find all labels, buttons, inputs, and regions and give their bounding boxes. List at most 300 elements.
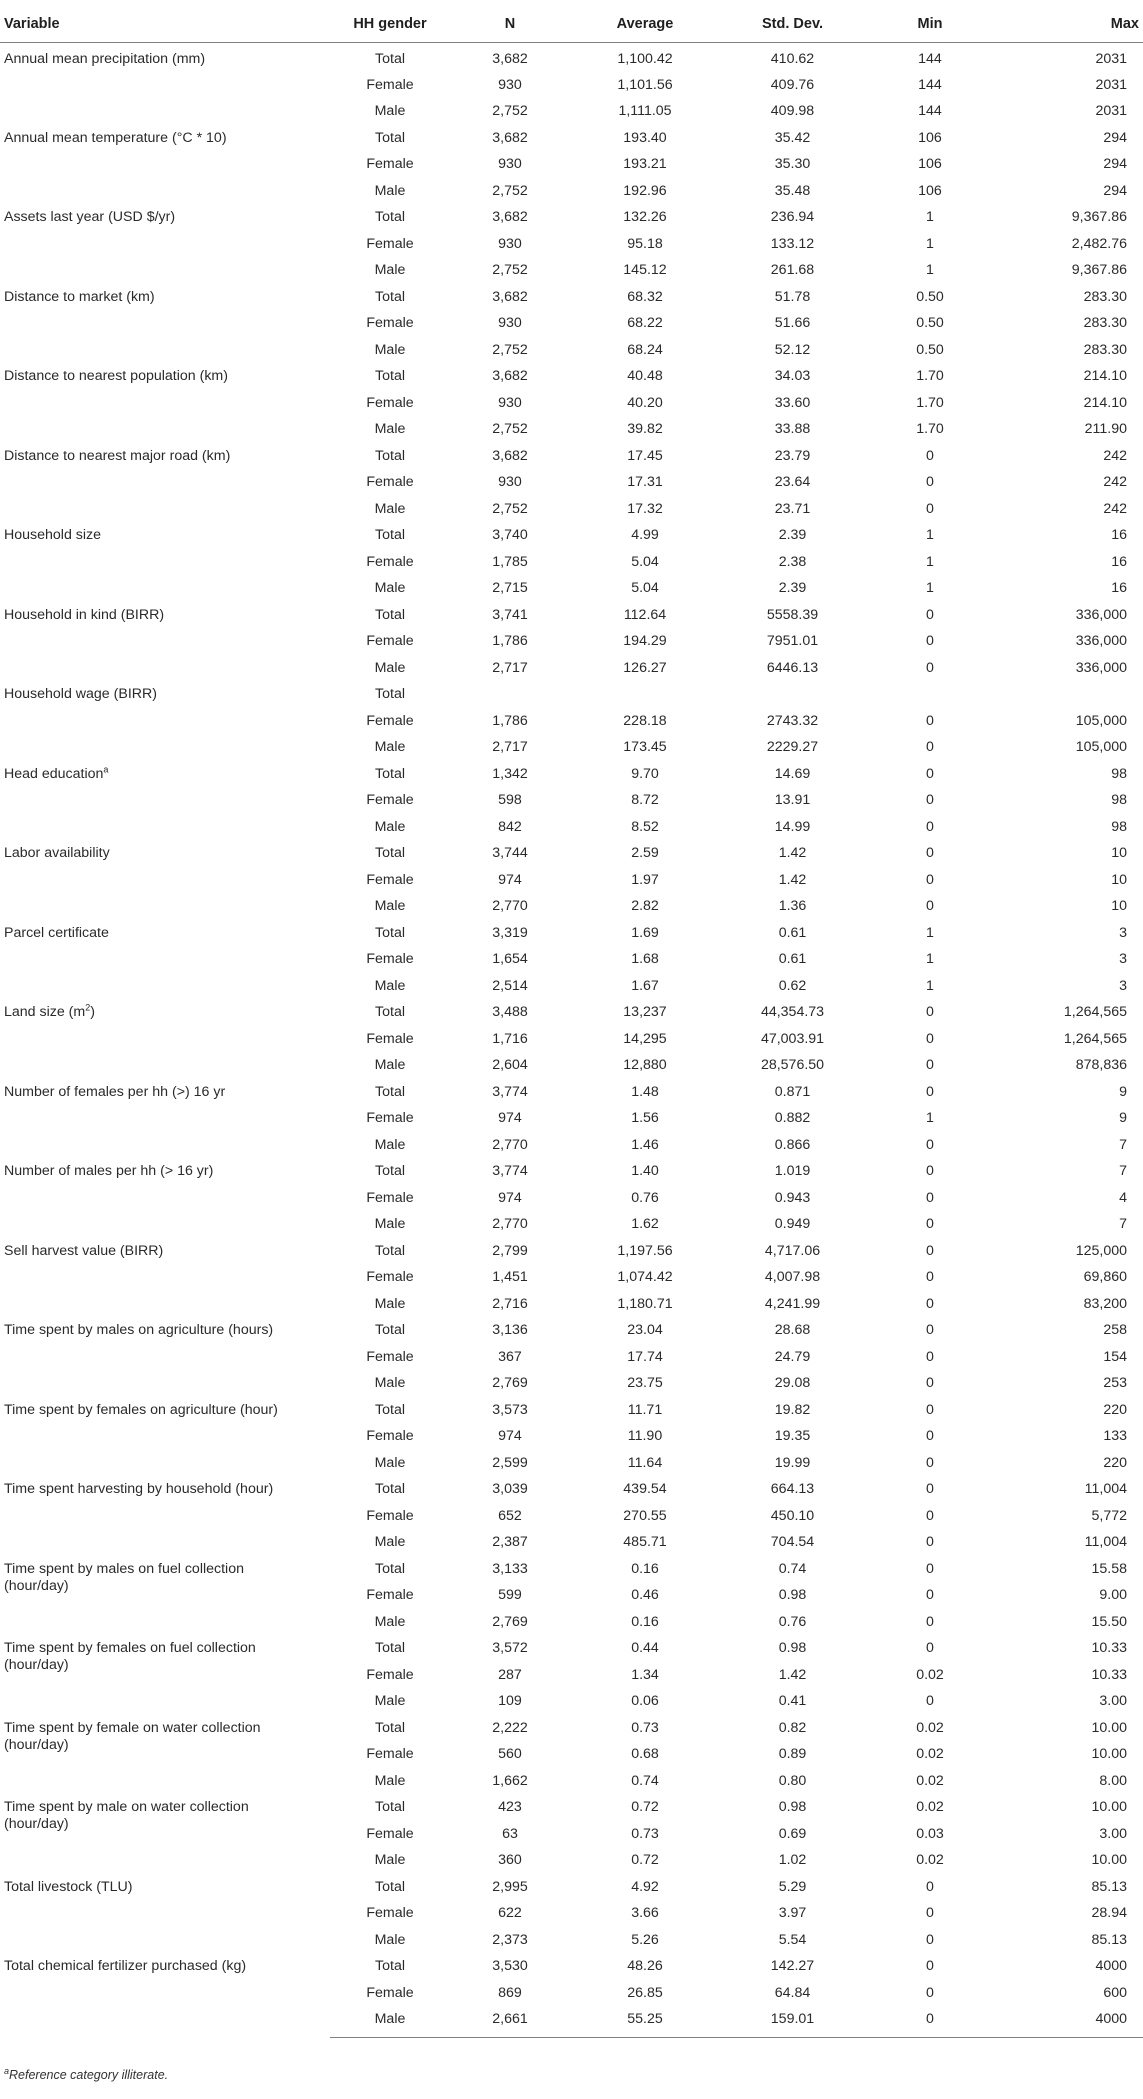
max-cell: 220 xyxy=(1103,1454,1127,1471)
n-cell: 974 xyxy=(498,1189,522,1206)
average-cell: 3.66 xyxy=(631,1905,659,1921)
average-cell: 17.31 xyxy=(627,474,663,490)
variable-label xyxy=(4,1640,304,1674)
variable-name: Land size (m xyxy=(4,1004,86,1020)
hh-gender-cell: Male xyxy=(374,421,406,437)
average-cell: 9.70 xyxy=(631,765,659,782)
n-cell: 3,741 xyxy=(492,606,528,623)
min-cell: 0 xyxy=(926,1693,934,1709)
n-cell: 598 xyxy=(498,792,522,808)
variable-name: Time spent by females on agriculture (hour) xyxy=(4,1401,278,1418)
min-cell: 0 xyxy=(926,739,934,755)
std-dev-cell: 5.54 xyxy=(778,1931,807,1948)
average-cell: 68.32 xyxy=(627,288,663,305)
n-cell: 2,752 xyxy=(492,500,528,517)
min-cell: 0 xyxy=(926,1401,934,1418)
min-cell: 0 xyxy=(926,1560,934,1577)
max-cell xyxy=(995,680,1143,707)
hh-gender-cell: Total xyxy=(375,51,405,67)
variable-cell xyxy=(0,124,330,204)
min-cell: 144 xyxy=(918,76,942,93)
header-variable: Variable xyxy=(0,6,330,43)
std-dev-cell xyxy=(720,680,865,707)
variable-name: Number of females per hh (>) 16 yr xyxy=(4,1083,226,1100)
average-cell: 23.75 xyxy=(627,1375,663,1391)
average-cell: 1,100.42 xyxy=(617,51,673,67)
n-cell: 3,039 xyxy=(492,1481,528,1497)
variable-cell xyxy=(0,680,330,760)
hh-gender-cell: Total xyxy=(375,845,405,861)
std-dev-cell: 0.882 xyxy=(774,1110,811,1126)
n-cell: 109 xyxy=(498,1693,522,1709)
n-cell: 3,774 xyxy=(492,1083,528,1100)
hh-gender-cell: Total xyxy=(375,209,405,225)
variable-cell xyxy=(0,1078,330,1158)
max-cell: 10 xyxy=(1111,845,1127,861)
std-dev-cell: 35.42 xyxy=(774,129,811,146)
average-cell: 0.74 xyxy=(631,1772,659,1789)
hh-gender-cell: Female xyxy=(366,1507,414,1524)
average-cell: 68.22 xyxy=(627,315,663,331)
hh-gender-cell: Female xyxy=(366,1348,414,1365)
average-cell: 68.24 xyxy=(627,341,663,358)
max-cell: 133 xyxy=(1103,1428,1127,1444)
hh-gender-cell: Total xyxy=(375,924,405,941)
variable-cell xyxy=(0,601,330,681)
average-cell: 0.16 xyxy=(631,1613,659,1630)
min-cell: 0 xyxy=(926,1428,934,1444)
variable-label xyxy=(4,1958,304,1975)
average-cell xyxy=(570,680,720,707)
max-cell: 16 xyxy=(1111,553,1127,570)
n-cell: 2,604 xyxy=(492,1057,528,1073)
min-cell: 0.02 xyxy=(916,1666,944,1683)
variable-name: Time spent by males on agriculture (hours) xyxy=(4,1322,274,1338)
std-dev-cell: 44,354.73 xyxy=(760,1004,825,1020)
min-cell: 0 xyxy=(926,1905,934,1921)
std-dev-cell: 52.12 xyxy=(774,341,811,358)
hh-gender-cell: Female xyxy=(366,871,414,888)
average-cell: 145.12 xyxy=(623,262,667,278)
n-cell: 3,530 xyxy=(492,1958,528,1974)
average-cell: 112.64 xyxy=(623,606,667,623)
min-cell: 0 xyxy=(926,1348,934,1365)
n-cell: 3,682 xyxy=(492,447,528,464)
std-dev-cell: 24.79 xyxy=(774,1348,811,1365)
std-dev-cell: 64.84 xyxy=(774,1984,811,2001)
hh-gender-cell: Male xyxy=(374,1295,406,1312)
hh-gender-cell: Total xyxy=(375,1481,405,1497)
max-cell: 7 xyxy=(1119,1163,1127,1179)
max-cell: 336,000 xyxy=(1075,633,1127,649)
variable-cell xyxy=(0,839,330,919)
max-cell: 600 xyxy=(1103,1984,1127,2001)
std-dev-cell: 2743.32 xyxy=(766,712,819,729)
variable-cell xyxy=(0,521,330,601)
hh-gender-cell: Female xyxy=(366,474,414,490)
average-cell: 1,111.05 xyxy=(618,103,672,119)
n-cell: 2,715 xyxy=(492,580,528,596)
max-cell: 294 xyxy=(1103,182,1127,199)
std-dev-cell: 28,576.50 xyxy=(760,1057,825,1073)
min-cell: 0 xyxy=(926,1984,934,2001)
n-cell: 3,740 xyxy=(492,527,528,543)
max-cell: 10.33 xyxy=(1091,1666,1127,1683)
table-row xyxy=(0,1952,1143,1979)
variable-cell xyxy=(0,1793,330,1873)
std-dev-cell: 4,007.98 xyxy=(764,1269,821,1285)
std-dev-cell: 0.89 xyxy=(778,1746,807,1762)
header-n: N xyxy=(450,6,570,43)
table-row xyxy=(0,1396,1143,1423)
n-cell: 930 xyxy=(498,235,522,252)
min-cell: 0 xyxy=(926,845,934,861)
std-dev-cell: 3.97 xyxy=(778,1905,807,1921)
hh-gender-cell: Total xyxy=(375,686,405,702)
variable-name: Time spent by male on water collection (hour/day) xyxy=(4,1799,249,1832)
max-cell: 16 xyxy=(1111,527,1127,543)
hh-gender-cell: Female xyxy=(366,951,414,967)
min-cell: 0 xyxy=(926,712,934,729)
hh-gender-cell: Total xyxy=(375,1799,405,1815)
table-row xyxy=(0,1555,1143,1582)
max-cell: 336,000 xyxy=(1075,606,1127,623)
n-cell: 3,572 xyxy=(492,1640,528,1656)
variable-name: Time spent by female on water collection (hour/day) xyxy=(4,1719,261,1753)
max-cell: 258 xyxy=(1103,1322,1127,1338)
std-dev-cell: 13.91 xyxy=(774,792,811,808)
average-cell: 192.96 xyxy=(623,182,667,199)
n-cell: 930 xyxy=(498,474,522,490)
max-cell: 9 xyxy=(1119,1083,1127,1100)
n-cell: 2,222 xyxy=(492,1719,528,1736)
std-dev-cell: 19.82 xyxy=(774,1401,811,1418)
table-row xyxy=(0,1078,1143,1105)
n-cell: 2,752 xyxy=(492,182,528,199)
min-cell: 0 xyxy=(926,1216,934,1232)
table-row xyxy=(0,442,1143,469)
table-row xyxy=(0,1873,1143,1900)
n-cell: 2,717 xyxy=(492,739,528,755)
min-cell: 0 xyxy=(926,1242,934,1259)
average-cell: 193.21 xyxy=(623,156,667,172)
average-cell: 4.99 xyxy=(631,527,659,543)
hh-gender-cell: Male xyxy=(374,1534,406,1550)
std-dev-cell: 7951.01 xyxy=(766,633,819,649)
min-cell: 0.02 xyxy=(916,1772,944,1789)
std-dev-cell: 47,003.91 xyxy=(760,1030,825,1047)
average-cell: 23.04 xyxy=(627,1322,663,1338)
min-cell: 0 xyxy=(926,1613,934,1630)
variable-cell xyxy=(0,1396,330,1476)
hh-gender-cell: Male xyxy=(374,182,406,199)
hh-gender-cell: Male xyxy=(374,1057,406,1073)
average-cell: 0.72 xyxy=(631,1852,659,1868)
std-dev-cell: 409.76 xyxy=(770,76,815,93)
max-cell: 10.00 xyxy=(1091,1719,1127,1736)
n-cell: 2,770 xyxy=(492,1136,528,1153)
std-dev-cell: 0.866 xyxy=(774,1136,811,1153)
variable-name: Total livestock (TLU) xyxy=(4,1878,133,1895)
max-cell: 16 xyxy=(1111,580,1127,596)
variable-cell xyxy=(0,760,330,840)
min-cell: 0.02 xyxy=(916,1852,944,1868)
min-cell: 0 xyxy=(926,500,934,517)
table-row xyxy=(0,1634,1143,1661)
average-cell: 2.82 xyxy=(631,898,659,914)
hh-gender-cell: Total xyxy=(375,129,405,146)
variable-name: Head education xyxy=(4,765,104,782)
std-dev-cell: 4,241.99 xyxy=(764,1295,821,1312)
hh-gender-cell: Female xyxy=(366,1587,414,1603)
average-cell: 48.26 xyxy=(627,1958,663,1974)
header-average: Average xyxy=(570,6,720,43)
variable-label xyxy=(4,607,304,624)
n-cell: 360 xyxy=(498,1852,522,1868)
min-cell: 0 xyxy=(926,1931,934,1948)
variable-name: Household size xyxy=(4,527,102,543)
max-cell: 242 xyxy=(1103,500,1127,517)
n-cell: 3,774 xyxy=(492,1163,528,1179)
min-cell: 1 xyxy=(926,1110,934,1126)
variable-name: Annual mean precipitation (mm) xyxy=(4,51,206,67)
max-cell: 2031 xyxy=(1095,76,1127,93)
max-cell: 336,000 xyxy=(1075,659,1127,676)
header-std-dev: Std. Dev. xyxy=(720,6,865,43)
table-row xyxy=(0,1157,1143,1184)
average-cell: 17.74 xyxy=(627,1348,663,1365)
average-cell: 1.40 xyxy=(631,1163,659,1179)
table-row xyxy=(0,124,1143,151)
n-cell: 287 xyxy=(498,1666,522,1683)
hh-gender-cell: Male xyxy=(374,1772,406,1789)
max-cell: 10.00 xyxy=(1091,1852,1127,1868)
max-cell: 5,772 xyxy=(1091,1507,1127,1524)
hh-gender-cell: Male xyxy=(374,977,406,994)
variable-cell xyxy=(0,1873,330,1953)
max-cell: 4000 xyxy=(1095,1958,1127,1974)
footnote-text: Reference category illiterate. xyxy=(9,2068,169,2082)
max-cell: 9,367.86 xyxy=(1071,209,1127,225)
n-cell: 3,319 xyxy=(492,924,528,941)
hh-gender-cell: Total xyxy=(375,447,405,464)
n-cell: 1,786 xyxy=(492,633,528,649)
n-cell: 2,661 xyxy=(450,2005,570,2037)
max-cell: 10.00 xyxy=(1091,1746,1127,1762)
hh-gender-cell: Total xyxy=(375,1163,405,1179)
std-dev-cell: 0.949 xyxy=(774,1216,811,1232)
variable-name: Total chemical fertilizer purchased (kg) xyxy=(4,1958,247,1974)
variable-label xyxy=(4,1720,304,1754)
average-cell: 40.48 xyxy=(627,368,663,384)
max-cell: 220 xyxy=(1103,1401,1127,1418)
n-cell: 3,682 xyxy=(492,288,528,305)
average-cell: 1,074.42 xyxy=(617,1269,673,1285)
variable-name: Time spent harvesting by household (hour) xyxy=(4,1481,274,1497)
n-cell: 3,573 xyxy=(492,1401,528,1418)
n-cell: 930 xyxy=(498,156,522,172)
std-dev-cell: 35.48 xyxy=(774,182,811,199)
n-cell: 2,717 xyxy=(492,659,528,676)
max-cell: 3 xyxy=(1119,951,1127,967)
min-cell: 0.03 xyxy=(916,1825,944,1842)
average-cell: 1,197.56 xyxy=(617,1242,673,1259)
n-cell: 2,514 xyxy=(492,977,528,994)
std-dev-cell: 23.64 xyxy=(774,474,811,490)
hh-gender-cell: Female xyxy=(366,1825,414,1842)
average-cell: 1.68 xyxy=(631,951,659,967)
min-cell: 1 xyxy=(926,262,934,278)
variable-label xyxy=(4,1402,304,1419)
hh-gender-cell: Female xyxy=(366,633,414,649)
max-cell: 98 xyxy=(1111,765,1127,782)
variable-label xyxy=(4,130,304,147)
average-cell: 40.20 xyxy=(627,394,663,411)
std-dev-cell: 1.36 xyxy=(778,898,807,914)
table-row xyxy=(0,919,1143,946)
n-cell: 2,752 xyxy=(492,341,528,358)
hh-gender-cell: Female xyxy=(366,1189,414,1206)
min-cell: 0 xyxy=(926,1375,934,1391)
min-cell: 0 xyxy=(926,1640,934,1656)
hh-gender-cell: Total xyxy=(375,606,405,623)
variable-name: Number of males per hh (> 16 yr) xyxy=(4,1163,214,1179)
max-cell: 7 xyxy=(1119,1216,1127,1232)
average-cell: 5.04 xyxy=(631,553,659,570)
variable-name: Distance to market (km) xyxy=(4,288,155,305)
std-dev-cell: 0.871 xyxy=(774,1083,811,1100)
max-cell: 9,367.86 xyxy=(1071,262,1127,278)
min-cell: 1.70 xyxy=(916,421,944,437)
max-cell: 11,004 xyxy=(1084,1534,1127,1550)
average-cell: 0.72 xyxy=(631,1799,659,1815)
min-cell: 0 xyxy=(926,1454,934,1471)
average-cell: 26.85 xyxy=(627,1984,663,2001)
n-cell: 3,682 xyxy=(492,209,528,225)
n-cell: 2,752 xyxy=(492,421,528,437)
std-dev-cell: 0.41 xyxy=(778,1693,807,1709)
average-cell: 0.46 xyxy=(631,1587,659,1603)
max-cell: 8.00 xyxy=(1099,1772,1127,1789)
n-cell: 2,599 xyxy=(492,1454,528,1471)
hh-gender-cell: Male xyxy=(330,2005,450,2037)
n-cell: 842 xyxy=(498,818,522,835)
min-cell: 0 xyxy=(926,1189,934,1206)
std-dev-cell: 704.54 xyxy=(770,1534,815,1550)
max-cell: 125,000 xyxy=(1075,1242,1127,1259)
header-max: Max xyxy=(995,6,1143,43)
n-cell: 3,682 xyxy=(492,51,528,67)
n-cell xyxy=(450,680,570,707)
variable-label xyxy=(4,686,304,703)
hh-gender-cell: Female xyxy=(366,394,414,411)
table-row xyxy=(0,1237,1143,1264)
hh-gender-cell: Male xyxy=(374,1136,406,1153)
n-cell: 3,488 xyxy=(492,1004,528,1020)
variable-cell xyxy=(0,283,330,363)
std-dev-cell: 410.62 xyxy=(770,51,815,67)
hh-gender-cell: Total xyxy=(375,1878,405,1895)
table-row xyxy=(0,1475,1143,1502)
hh-gender-cell: Female xyxy=(366,315,414,331)
std-dev-cell: 0.98 xyxy=(778,1799,807,1815)
std-dev-cell: 159.01 xyxy=(720,2005,865,2037)
min-cell: 0 xyxy=(926,474,934,490)
variable-label xyxy=(4,1561,304,1595)
variable-label xyxy=(4,1322,304,1339)
n-cell: 2,995 xyxy=(492,1878,528,1895)
max-cell: 85.13 xyxy=(1091,1878,1127,1895)
table-row xyxy=(0,521,1143,548)
n-cell: 2,799 xyxy=(492,1242,528,1259)
variable-cell xyxy=(0,442,330,522)
max-cell: 154 xyxy=(1103,1348,1127,1365)
variable-name: Household in kind (BIRR) xyxy=(4,606,165,623)
average-cell: 1.56 xyxy=(631,1110,659,1126)
std-dev-cell: 261.68 xyxy=(770,262,815,278)
n-cell: 3,682 xyxy=(492,368,528,384)
average-cell: 1.48 xyxy=(631,1083,659,1100)
hh-gender-cell: Male xyxy=(374,739,406,755)
hh-gender-cell: Male xyxy=(374,1693,406,1709)
hh-gender-cell: Male xyxy=(374,341,406,358)
n-cell: 1,662 xyxy=(492,1772,528,1789)
min-cell: 0 xyxy=(926,659,934,676)
min-cell: 1.70 xyxy=(916,394,944,411)
average-cell: 1.62 xyxy=(631,1216,659,1232)
n-cell: 930 xyxy=(498,394,522,411)
average-cell: 13,237 xyxy=(623,1004,667,1020)
hh-gender-cell: Total xyxy=(375,368,405,384)
hh-gender-cell: Total xyxy=(375,1004,405,1020)
variable-cell xyxy=(0,1475,330,1555)
min-cell: 0.50 xyxy=(916,341,944,358)
average-cell: 5.26 xyxy=(631,1931,659,1948)
hh-gender-cell: Female xyxy=(366,1110,414,1126)
max-cell: 7 xyxy=(1119,1136,1127,1153)
average-cell: 1,101.56 xyxy=(617,76,673,93)
hh-gender-cell: Male xyxy=(374,1852,406,1868)
average-cell: 194.29 xyxy=(623,633,667,649)
max-cell: 1,264,565 xyxy=(1063,1030,1127,1047)
hh-gender-cell: Total xyxy=(375,288,405,305)
min-cell: 106 xyxy=(918,156,942,172)
n-cell: 423 xyxy=(498,1799,522,1815)
max-cell: 10.00 xyxy=(1091,1799,1127,1815)
std-dev-cell: 0.98 xyxy=(778,1640,807,1656)
min-cell: 0 xyxy=(926,1083,934,1100)
n-cell: 1,716 xyxy=(492,1030,528,1047)
hh-gender-cell: Total xyxy=(375,527,405,543)
min-cell: 0 xyxy=(926,1534,934,1550)
variable-label xyxy=(4,1799,304,1833)
hh-gender-cell: Female xyxy=(366,1030,414,1047)
hh-gender-cell: Female xyxy=(366,792,414,808)
std-dev-cell: 1.42 xyxy=(778,845,807,861)
min-cell: 0 xyxy=(865,2005,995,2037)
max-cell: 3 xyxy=(1119,924,1127,941)
n-cell: 2,373 xyxy=(492,1931,528,1948)
table-row xyxy=(0,680,1143,707)
std-dev-cell: 19.35 xyxy=(774,1428,811,1444)
max-cell: 3 xyxy=(1119,977,1127,994)
max-cell: 878,836 xyxy=(1075,1057,1127,1073)
hh-gender-cell: Female xyxy=(366,156,414,172)
min-cell: 0 xyxy=(926,898,934,914)
table-row xyxy=(0,998,1143,1025)
variable-cell xyxy=(0,203,330,283)
max-cell: 211.90 xyxy=(1084,421,1127,437)
